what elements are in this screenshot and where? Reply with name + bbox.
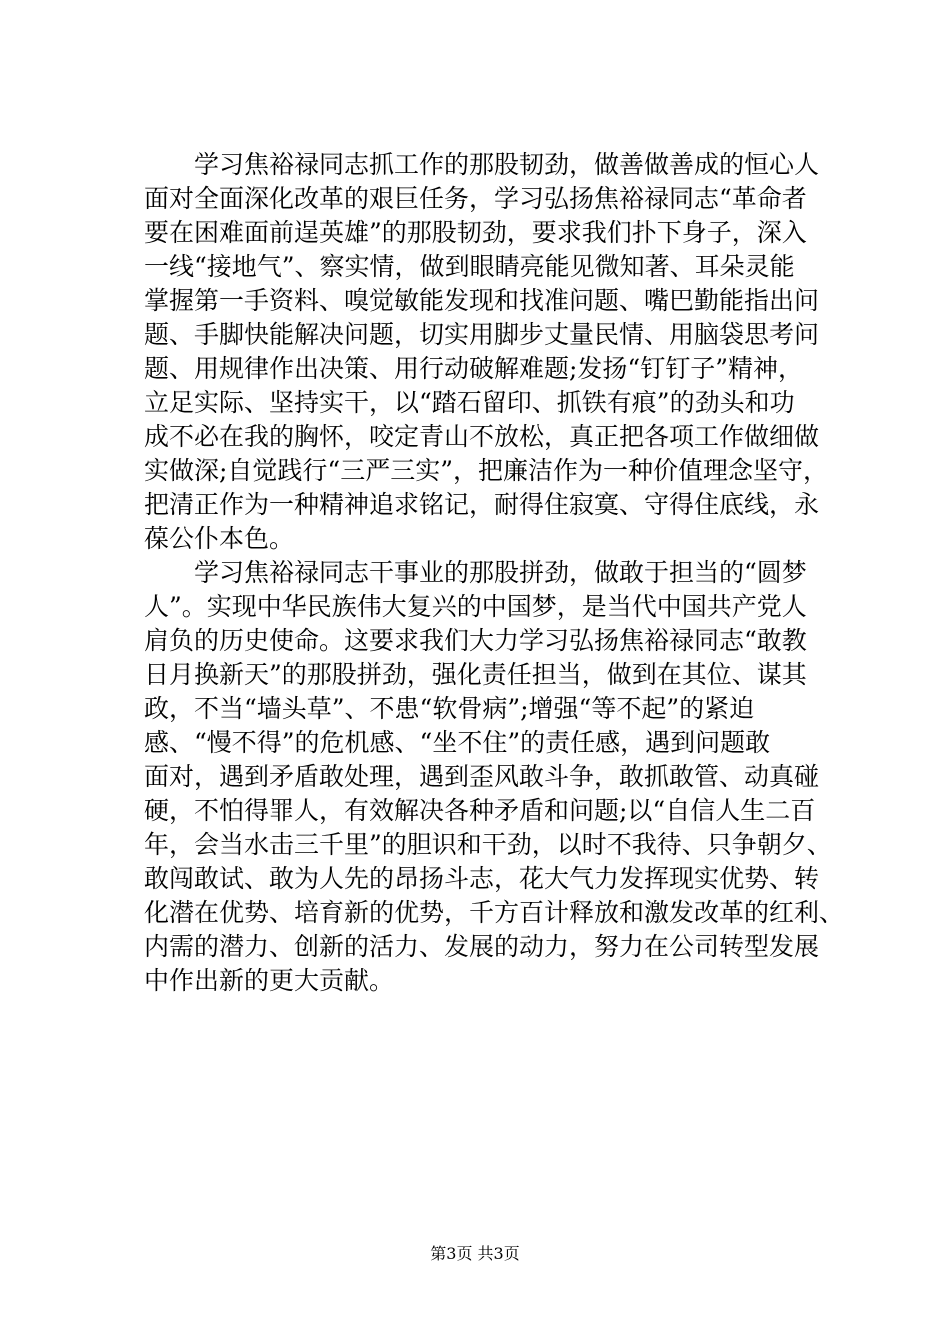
text-line: 内需的潜力、创新的活力、发展的动力，努力在公司转型发展: [144, 932, 820, 961]
page-footer: [0, 1244, 950, 1264]
text-line: 年，会当水击三千里”的胆识和干劲，以时不我待、只争朝夕、: [144, 830, 832, 859]
text-line: 中作出新的更大贡献。: [144, 966, 395, 995]
text-line: 学习焦裕禄同志抓工作的那股韧劲，做善做善成的恒心人: [144, 150, 820, 179]
text-line: 感、“慢不得”的危机感、“坐不住”的责任感，遇到问题敢: [144, 728, 771, 757]
text-line: 把清正作为一种精神追求铭记，耐得住寂寞、守得住底线，永: [144, 490, 820, 519]
text-line: 敢闯敢试、敢为人先的昂扬斗志，花大气力发挥现实优势、转: [144, 864, 820, 893]
page-number: 第3页 共3页: [430, 1244, 520, 1263]
text-line: 政，不当“墙头草”、不患“软骨病”;增强“等不起”的紧迫: [144, 694, 755, 723]
text-line: 日月换新天”的那股拼劲，强化责任担当，做到在其位、谋其: [144, 660, 807, 689]
document-body: [144, 148, 844, 998]
paragraph-2: [144, 556, 844, 998]
paragraph-1: [144, 148, 844, 556]
text-line: 葆公仆本色。: [144, 524, 295, 553]
text-line: 掌握第一手资料、嗅觉敏能发现和找准问题、嘴巴勤能指出问: [144, 286, 820, 315]
text-line: 实做深;自觉践行“三严三实”，把廉洁作为一种价值理念坚守，: [144, 456, 828, 485]
text-line: 学习焦裕禄同志干事业的那股拼劲，做敢于担当的“圆梦: [144, 558, 807, 587]
text-line: 肩负的历史使命。这要求我们大力学习弘扬焦裕禄同志“敢教: [144, 626, 807, 655]
text-line: 成不必在我的胸怀，咬定青山不放松，真正把各项工作做细做: [144, 422, 820, 451]
text-line: 人”。实现中华民族伟大复兴的中国梦，是当代中国共产党人: [144, 592, 807, 621]
text-line: 一线“接地气”、察实情，做到眼睛亮能见微知著、耳朵灵能: [144, 252, 795, 281]
text-line: 要在困难面前逞英雄”的那股韧劲，要求我们扑下身子，深入: [144, 218, 807, 247]
text-line: 立足实际、坚持实干，以“踏石留印、抓铁有痕”的劲头和功: [144, 388, 795, 417]
text-line: 面对，遇到矛盾敢处理，遇到歪风敢斗争，敢抓敢管、动真碰: [144, 762, 820, 791]
text-line: 硬，不怕得罪人，有效解决各种矛盾和问题;以“自信人生二百: [144, 796, 816, 825]
text-line: 题、用规律作出决策、用行动破解难题;发扬“钉钉子”精神，: [144, 354, 803, 383]
text-line: 面对全面深化改革的艰巨任务，学习弘扬焦裕禄同志“革命者: [144, 184, 807, 213]
text-line: 题、手脚快能解决问题，切实用脚步丈量民情、用脑袋思考问: [144, 320, 820, 349]
text-line: 化潜在优势、培育新的优势，千方百计释放和激发改革的红利、: [144, 898, 845, 927]
